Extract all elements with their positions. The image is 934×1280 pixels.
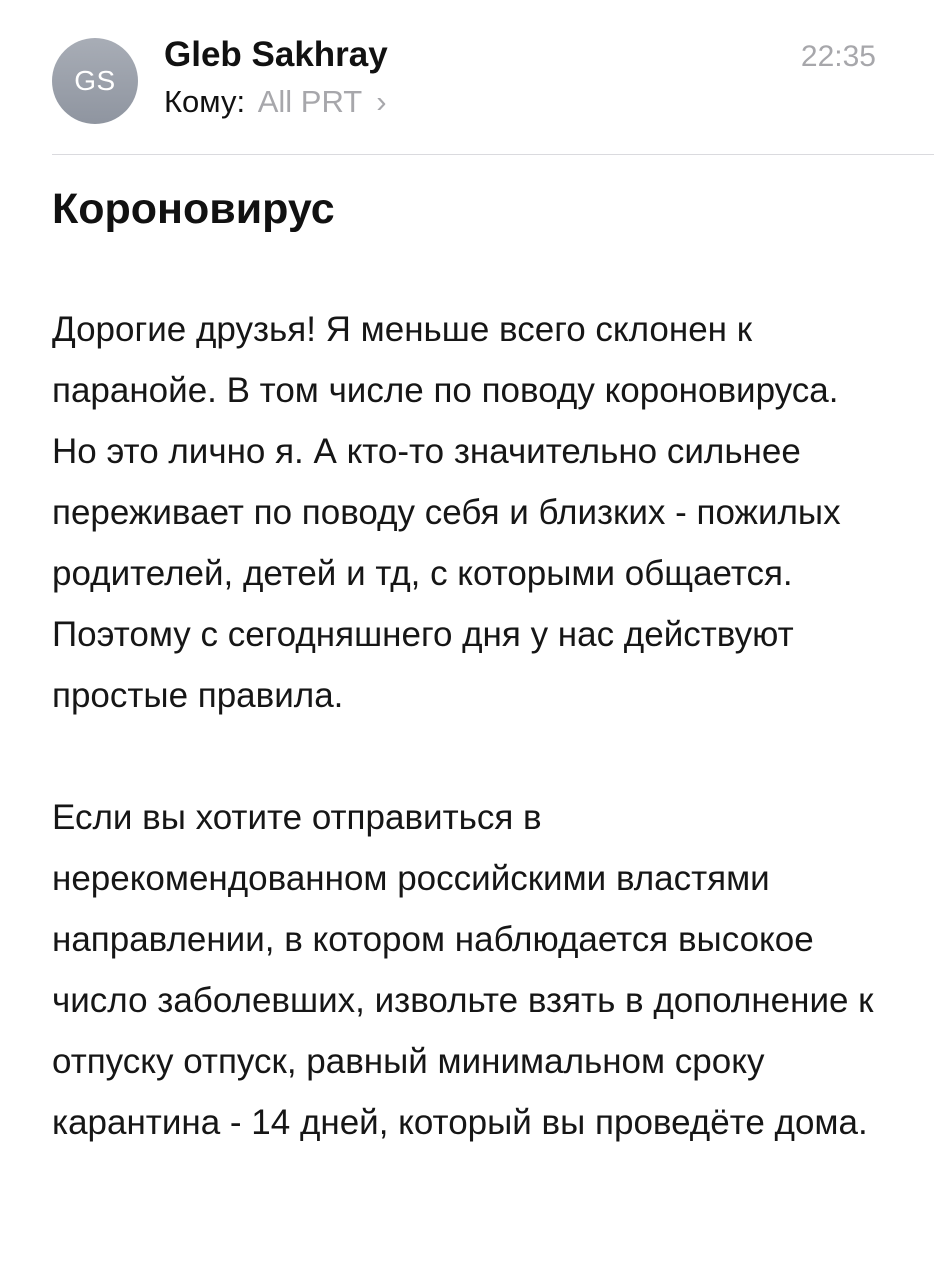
to-label: Кому: <box>164 84 246 119</box>
message-header <box>0 0 934 156</box>
message-body <box>52 180 876 1153</box>
sender-avatar[interactable]: GS <box>52 38 138 124</box>
message-paragraph: Если вы хотите отправиться в нерекомендованном российскими властями направлении, в котором наблюдается высокое число заболевших, извольте взять в дополнение к отпуску отпуск, равный минимальном сроку карантина - 14 дней, который вы проведёте дома. <box>52 798 874 1142</box>
sender-name[interactable]: Gleb Sakhray <box>164 35 388 74</box>
message-time: 22:35 <box>800 40 876 73</box>
recipient-name[interactable]: All PRT <box>257 84 362 119</box>
message-paragraph: Дорогие друзья! Я меньше всего склонен к паранойе. В том числе по поводу короновируса. Но это лично я. А кто-то значительно сильнее переживает по поводу себя и близких - пожилых родителей, детей и тд, с которыми общается. Поэтому с сегодняшнего дня у нас действуют простые правила. <box>52 310 841 715</box>
message-subject: Короновирус <box>52 185 335 233</box>
header-divider <box>52 154 934 155</box>
recipient-row[interactable] <box>164 83 387 121</box>
chevron-right-icon[interactable]: › <box>376 84 387 119</box>
